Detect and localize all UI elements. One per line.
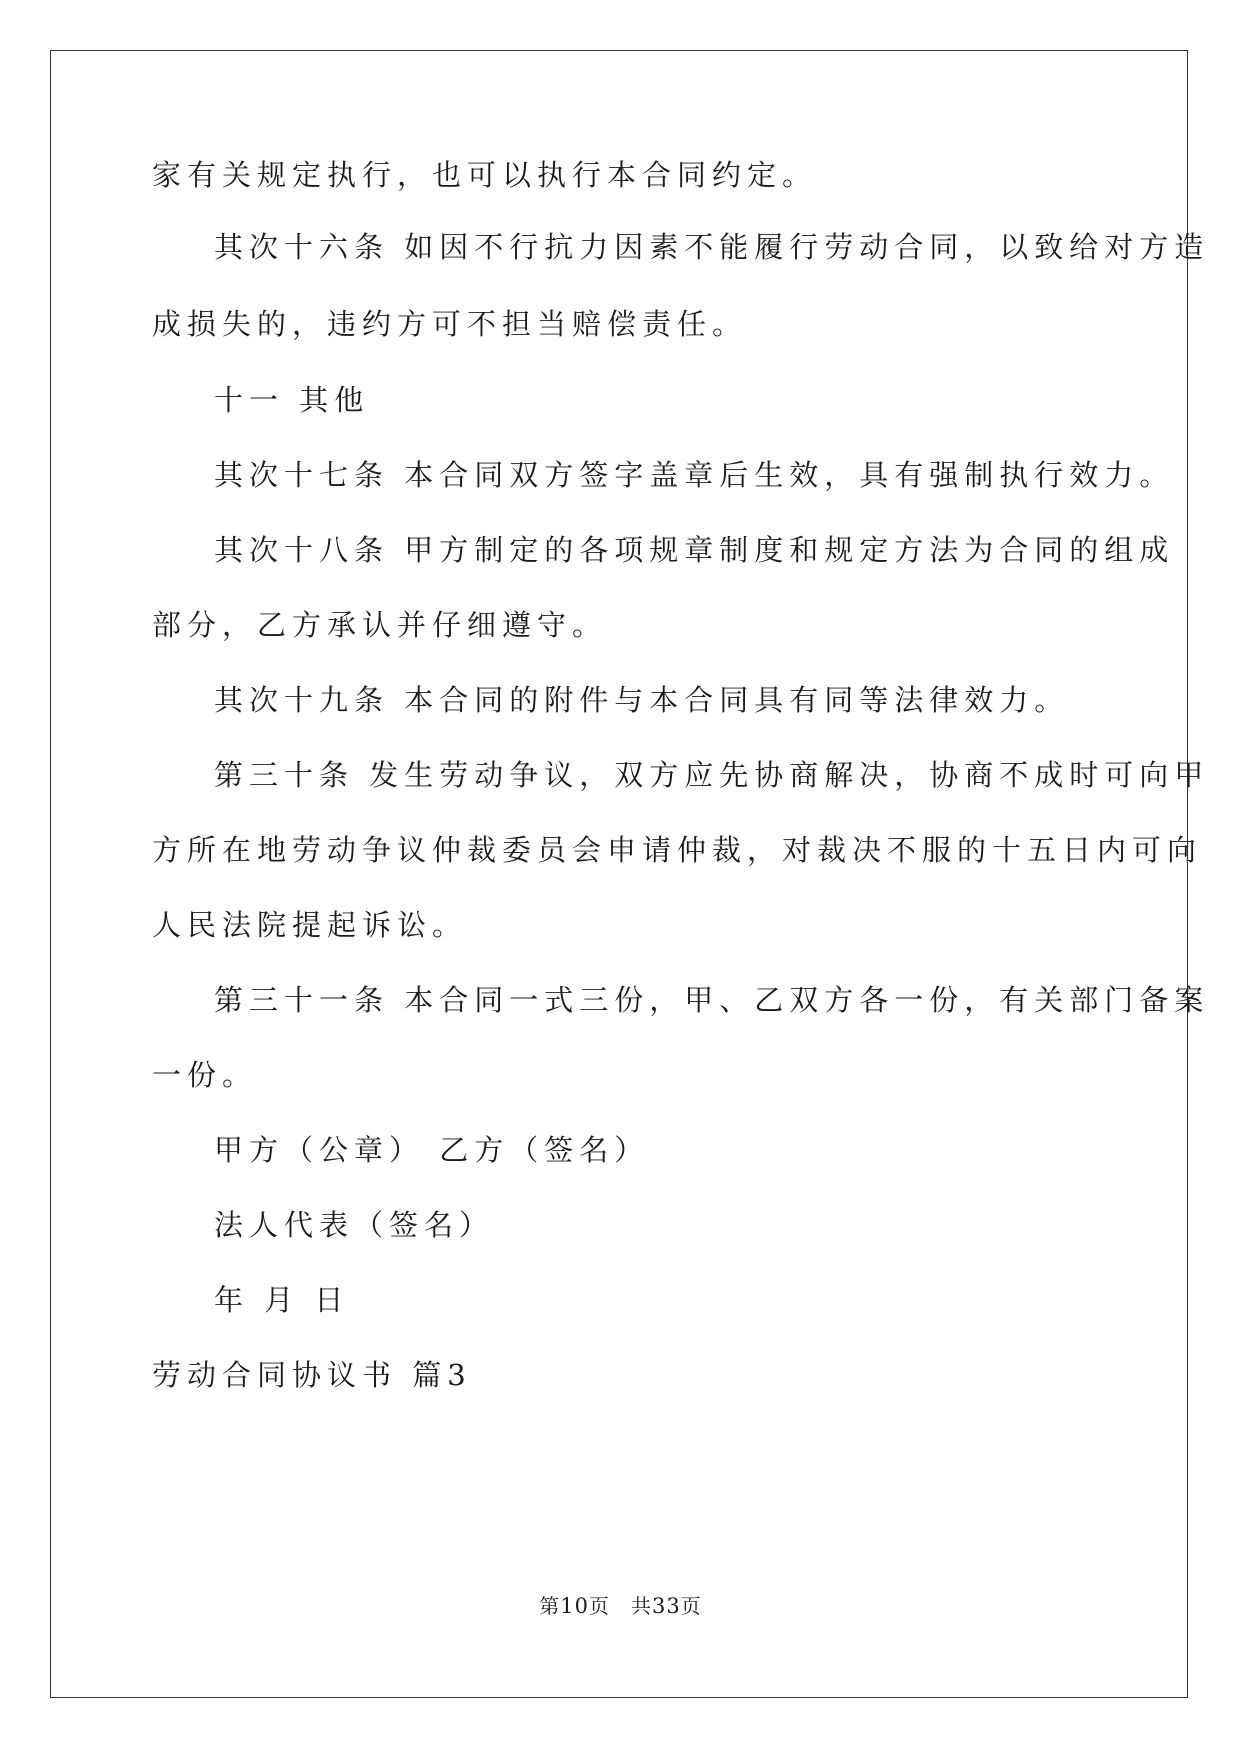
text-line: 人民法院提起诉讼。: [152, 908, 468, 942]
page-total: 33: [652, 1594, 681, 1618]
text-line: 第三十条 发生劳动争议，双方应先协商解决，协商不成时可向甲: [214, 758, 1210, 792]
page-prefix: 第: [539, 1594, 561, 1618]
text-line: 成损失的，违约方可不担当赔偿责任。: [152, 307, 748, 341]
page-current: 10: [560, 1594, 589, 1618]
page-mid: 页 共: [589, 1594, 652, 1618]
text-line: 一份。: [152, 1058, 258, 1092]
text-line: 其次十九条 本合同的附件与本合同具有同等法律效力。: [214, 683, 1070, 717]
signature-representative: 法人代表（签名）: [214, 1208, 495, 1242]
signature-date: 年 月 日: [214, 1283, 350, 1317]
text-line: 第三十一条 本合同一式三份，甲、乙双方各一份，有关部门备案: [214, 983, 1210, 1017]
text-line: 家有关规定执行，也可以执行本合同约定。: [152, 158, 818, 192]
text-line: 其次十六条 如因不行抗力因素不能履行劳动合同，以致给对方造: [214, 230, 1210, 264]
text-line: 其次十八条 甲方制定的各项规章制度和规定方法为合同的组成: [214, 533, 1175, 567]
section-heading: 十一 其他: [214, 383, 370, 417]
text-line: 其次十七条 本合同双方签字盖章后生效，具有强制执行效力。: [214, 458, 1175, 492]
page-suffix: 页: [680, 1594, 702, 1618]
signature-parties: 甲方（公章） 乙方（签名）: [214, 1133, 650, 1167]
text-line: 部分，乙方承认并仔细遵守。: [152, 608, 608, 642]
text-line: 方所在地劳动争议仲裁委员会申请仲裁，对裁决不服的十五日内可向: [152, 833, 1203, 867]
section-title: 劳动合同协议书 篇3: [152, 1358, 472, 1392]
page-footer: [0, 1590, 1241, 1619]
page-border: [50, 50, 1188, 1698]
